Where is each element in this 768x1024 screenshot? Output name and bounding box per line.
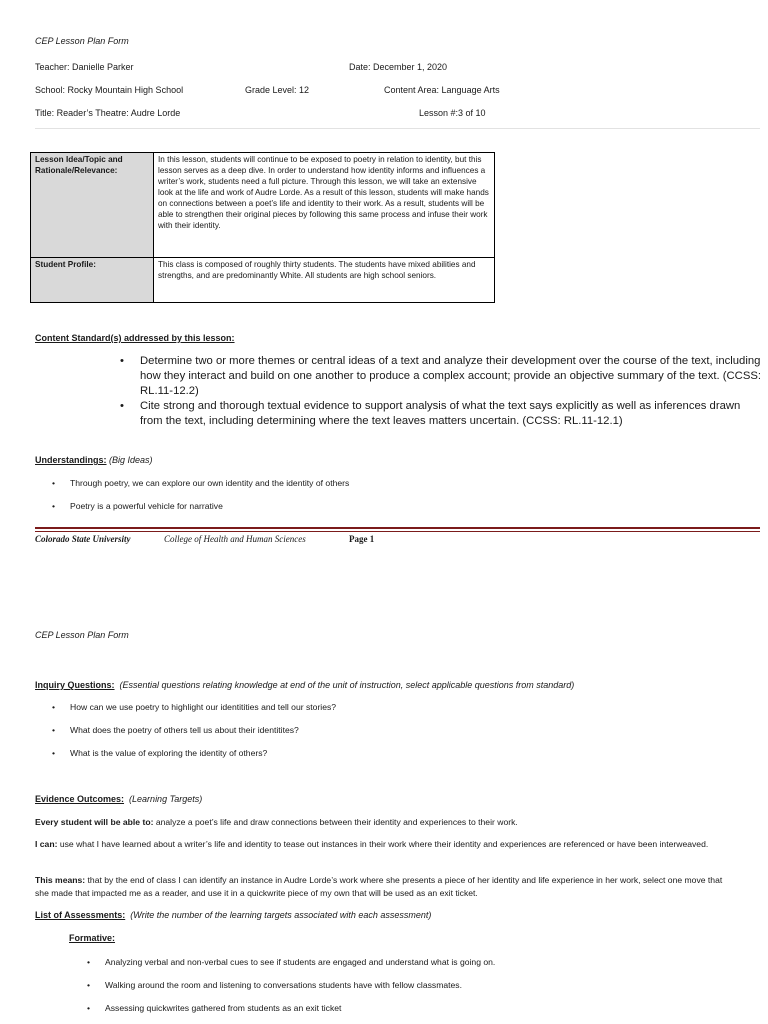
footer-university: Colorado State University xyxy=(35,534,131,544)
bullet-icon: • xyxy=(120,400,124,412)
header-divider xyxy=(35,128,760,129)
list-item: • How can we use poetry to highlight our identitities and tell our stories? xyxy=(52,702,337,712)
list-item: • What is the value of exploring the identity of others? xyxy=(52,748,268,758)
table-label: Lesson Idea/Topic and Rationale/Relevance: xyxy=(31,153,154,258)
school-field: School: Rocky Mountain High School xyxy=(35,85,184,95)
content-area-field: Content Area: Language Arts xyxy=(384,85,500,95)
assessments-header: List of Assessments: (Write the number of the learning targets associated with each assessment) xyxy=(35,910,432,920)
bullet-icon: • xyxy=(120,355,124,367)
table-cell: This class is composed of roughly thirty students. The students have mixed abilities and strengths, and are predominantly White. All students are high school seniors. xyxy=(154,258,495,303)
list-item: • Walking around the room and listening to conversations students have with fellow classmates. xyxy=(87,980,462,990)
bullet-icon: • xyxy=(52,725,56,735)
evidence-header: Evidence Outcomes: (Learning Targets) xyxy=(35,794,203,804)
list-item: • Poetry is a powerful vehicle for narrative xyxy=(52,501,223,511)
footer-rule xyxy=(35,531,760,532)
teacher-field: Teacher: Danielle Parker xyxy=(35,62,134,72)
list-item: • What does the poetry of others tell us about their identitites? xyxy=(52,725,299,735)
i-can-statement: I can: use what I have learned about a writer’s life and identity to tease out instances in their work where their identity and experiences are referenced or have been interweaved. xyxy=(35,839,709,849)
bullet-icon: • xyxy=(52,748,56,758)
grade-field: Grade Level: 12 xyxy=(245,85,310,95)
list-item: • Determine two or more themes or central ideas of a text and analyze their development over the course of the text, including how they interact and build on one another to produce a complex account; provide an objective summary of the text. (CCSS: RL.11-12.2) xyxy=(120,355,762,397)
list-item: • Assessing quickwrites gathered from students as an exit ticket xyxy=(87,1003,342,1013)
list-item: • Cite strong and thorough textual evidence to support analysis of what the text says explicitly as well as inferences drawn from the text, including determining where the text leaves matters uncertain. (CCSS: RL.11-12.1) xyxy=(120,400,741,427)
table-row xyxy=(31,153,495,258)
bullet-icon: • xyxy=(87,1003,91,1013)
inquiry-header: Inquiry Questions: (Essential questions relating knowledge at end of the unit of instruction, select applicable questions from standard) xyxy=(35,680,575,690)
bullet-icon: • xyxy=(87,957,91,967)
content-standards-heading: Content Standard(s) addressed by this lesson: xyxy=(35,333,235,343)
date-field: Date: December 1, 2020 xyxy=(349,62,448,72)
table-cell: In this lesson, students will continue to be exposed to poetry in relation to identity, but this lesson serves as a deep dive. In order to understand how identity informs and influences a writer’s work, students need a full picture. Through this lesson, we will take an extensive look at the life and work of Audre Lorde. As a result of this lesson, students will make hands on connections between a poet’s life and identity to their work. As a result, students will be able to strengthen their original pieces by following this same process and infuse their work with their identity. xyxy=(154,153,495,258)
list-item: • Through poetry, we can explore our own identity and the identity of others xyxy=(52,478,350,488)
every-student-statement: Every student will be able to: analyze a poet’s life and draw connections between their identity and experiences to their work. xyxy=(35,817,518,827)
bullet-icon: • xyxy=(52,478,56,488)
list-item: • Analyzing verbal and non-verbal cues to see if students are engaged and understand what is going on. xyxy=(87,957,496,967)
bullet-icon: • xyxy=(52,501,56,511)
footer-rule xyxy=(35,527,760,529)
bullet-icon: • xyxy=(52,702,56,712)
lesson-number-field: Lesson #:3 of 10 xyxy=(419,108,486,118)
rationale-table xyxy=(30,152,495,303)
formative-heading: Formative: xyxy=(69,933,116,943)
table-row xyxy=(31,258,495,303)
this-means-statement: This means: that by the end of class I can identify an instance in Audre Lorde’s work where she presents a piece of her identity and life experience in her work, select one move that she made that impacted me as a reader, and use it in a quickwrite piece of my own that will be used as an exit ticket. xyxy=(35,875,723,898)
bullet-icon: • xyxy=(87,980,91,990)
understandings-header: Understandings: (Big Ideas) xyxy=(35,455,153,465)
footer-page-number: Page 1 xyxy=(349,534,375,544)
lesson-title-field: Title: Reader’s Theatre: Audre Lorde xyxy=(35,108,181,118)
footer-college: College of Health and Human Sciences xyxy=(164,534,306,544)
form-title: CEP Lesson Plan Form xyxy=(35,630,129,640)
standards-list xyxy=(120,354,765,429)
table-label: Student Profile: xyxy=(31,258,154,303)
form-title: CEP Lesson Plan Form xyxy=(35,36,129,46)
